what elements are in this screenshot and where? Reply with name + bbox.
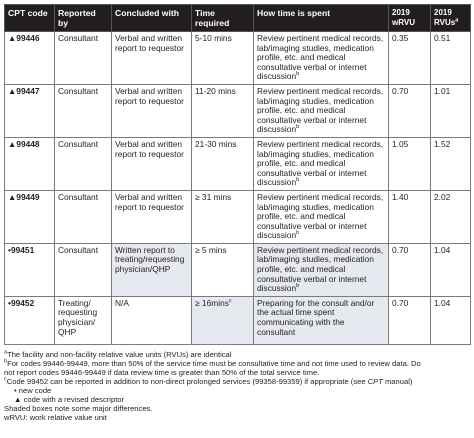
footnote-a: $^a$The facility and non-facility relative value units (RVUs) are identical bbox=[4, 349, 232, 359]
time-required-cell bbox=[192, 84, 254, 137]
header-concluded-with: Concluded with bbox=[112, 5, 192, 32]
rvus-cell bbox=[431, 243, 471, 296]
code-value: 99446 bbox=[16, 33, 40, 43]
wrvu-cell bbox=[389, 32, 431, 85]
how-time-spent-text: Review pertinent medical records, lab/imaging studies, medication profile, etc. and medical consultative verbal or internet discussion bbox=[257, 33, 384, 82]
how-time-spent-text: Review pertinent medical records, lab/imaging studies, medication profile, etc. and medical consultative verbal or internet discussion bbox=[257, 138, 384, 188]
reported-by-cell bbox=[55, 32, 112, 85]
code-value: 99449 bbox=[16, 191, 40, 202]
footnote-marker: b bbox=[296, 71, 300, 78]
cpt-code-cell bbox=[5, 296, 55, 344]
reported-by-cell bbox=[55, 190, 112, 243]
legend-shaded: Shaded boxes note some major differences. bbox=[4, 403, 153, 413]
concluded-with-cell bbox=[112, 32, 192, 85]
table-row bbox=[5, 190, 471, 243]
concluded-with-text: Verbal and written report to requestor bbox=[115, 138, 184, 159]
how-time-spent-cell bbox=[254, 32, 389, 85]
rvus-cell bbox=[431, 137, 471, 190]
reported-by-text: Consultant bbox=[58, 191, 99, 202]
footnote-marker: b bbox=[296, 230, 300, 237]
cpt-code-cell bbox=[5, 243, 55, 296]
how-time-spent-text: Review pertinent medical records, lab/imaging studies, medication profile, etc. and medical consultative verbal or internet discussion bbox=[257, 85, 384, 135]
rvus-text: 1.04 bbox=[434, 244, 451, 255]
code-value: 99451 bbox=[10, 244, 35, 255]
rvus-cell bbox=[431, 296, 471, 344]
cpt-code-cell bbox=[5, 32, 55, 85]
footnote-marker: b bbox=[296, 283, 300, 290]
legend-wrvu: wRVU: work relative value unit bbox=[4, 412, 107, 422]
code-marker: • bbox=[8, 244, 11, 255]
time-required-cell bbox=[192, 32, 254, 85]
legend-revised-code: ▲ code with a revised descriptor bbox=[14, 394, 125, 404]
wrvu-cell bbox=[389, 84, 431, 137]
table-header-row bbox=[5, 5, 471, 32]
wrvu-text: 0.70 bbox=[392, 244, 409, 255]
reported-by-cell bbox=[55, 296, 112, 344]
header-cpt-code: CPT code bbox=[5, 5, 55, 32]
cpt-codes-table bbox=[4, 4, 471, 345]
how-time-spent-text: Review pertinent medical records, lab/imaging studies, medication profile, etc. and medical consultative verbal or internet discussion bbox=[257, 244, 384, 294]
concluded-with-cell bbox=[112, 243, 192, 296]
reported-by-text: Treating/ requesting physician/ QHP bbox=[58, 297, 98, 337]
wrvu-text: 0.35 bbox=[392, 33, 409, 43]
reported-by-text: Consultant bbox=[58, 138, 99, 149]
footnote-marker: c bbox=[228, 298, 232, 305]
rvus-text: 2.02 bbox=[434, 191, 451, 202]
footnote-b: $^b$For codes 99446-99449, more than 50% of the service time must be consultative time and not time used to review data. Do bbox=[4, 358, 421, 368]
how-time-spent-cell bbox=[254, 296, 389, 344]
table-row bbox=[5, 296, 471, 344]
reported-by-cell bbox=[55, 84, 112, 137]
how-time-spent-text: Preparing for the consult and/or the actual time spent communicating with the consultant bbox=[257, 297, 375, 337]
header-rvus: 2019 RVUs$^a$ bbox=[431, 5, 471, 32]
reported-by-text: Consultant bbox=[58, 33, 99, 43]
header-reported-by: Reported by bbox=[55, 5, 112, 32]
time-required-text: ≥ 5 mins bbox=[195, 244, 227, 255]
reported-by-text: Consultant bbox=[58, 244, 99, 255]
table-row bbox=[5, 32, 471, 85]
cpt-code-cell bbox=[5, 84, 55, 137]
wrvu-text: 1.05 bbox=[392, 138, 409, 149]
time-required-text: 11-20 mins bbox=[195, 85, 236, 96]
concluded-with-cell bbox=[112, 137, 192, 190]
wrvu-cell bbox=[389, 296, 431, 344]
concluded-with-text: Verbal and written report to requestor bbox=[115, 85, 184, 106]
header-time-required: Time required bbox=[192, 5, 254, 32]
concluded-with-text: Written report to treating/requesting physician/QHP bbox=[115, 244, 185, 275]
how-time-spent-cell bbox=[254, 190, 389, 243]
header-how-time-spent: How time is spent bbox=[254, 5, 389, 32]
reported-by-cell bbox=[55, 137, 112, 190]
legend-new-code: • new code bbox=[14, 385, 52, 395]
concluded-with-cell bbox=[112, 296, 192, 344]
wrvu-cell bbox=[389, 137, 431, 190]
rvus-text: 1.01 bbox=[434, 85, 451, 96]
how-time-spent-cell bbox=[254, 243, 389, 296]
how-time-spent-text: Review pertinent medical records, lab/imaging studies, medication profile, etc. and medical consultative verbal or internet discussion bbox=[257, 191, 384, 241]
footnote-b-cont: not report codes 99446-99449 if data review time is greater than 50% of the total service time. bbox=[4, 367, 320, 377]
rvus-text: 1.04 bbox=[434, 297, 451, 308]
time-required-text: 21-30 mins bbox=[195, 138, 237, 149]
wrvu-text: 1.40 bbox=[392, 191, 409, 202]
code-marker: ▲ bbox=[8, 33, 17, 43]
rvus-cell bbox=[431, 32, 471, 85]
cpt-table-figure bbox=[4, 4, 470, 422]
footnote-marker: b bbox=[296, 124, 300, 131]
footnote-marker: b bbox=[296, 177, 300, 184]
how-time-spent-cell bbox=[254, 137, 389, 190]
time-required-cell bbox=[192, 296, 254, 344]
code-marker: ▲ bbox=[8, 138, 17, 149]
reported-by-text: Consultant bbox=[58, 85, 99, 96]
code-value: 99447 bbox=[16, 85, 40, 96]
wrvu-cell bbox=[389, 190, 431, 243]
code-value: 99448 bbox=[16, 138, 40, 149]
wrvu-text: 0.70 bbox=[392, 297, 409, 308]
code-marker: • bbox=[8, 297, 11, 308]
concluded-with-text: N/A bbox=[115, 297, 129, 308]
code-marker: ▲ bbox=[8, 85, 17, 96]
concluded-with-text: Verbal and written report to requestor bbox=[115, 33, 184, 53]
footnote-c: $^c$Code 99452 can be reported in addition to non-direct prolonged services (99358-99359) if appropriate (see CPT manual) bbox=[4, 376, 413, 386]
code-marker: ▲ bbox=[8, 191, 17, 202]
table-row bbox=[5, 243, 471, 296]
rvus-text: 1.52 bbox=[434, 138, 451, 149]
how-time-spent-cell bbox=[254, 84, 389, 137]
table-row bbox=[5, 137, 471, 190]
wrvu-text: 0.70 bbox=[392, 85, 409, 96]
reported-by-cell bbox=[55, 243, 112, 296]
rvus-cell bbox=[431, 84, 471, 137]
footnotes bbox=[4, 350, 470, 422]
time-required-text: 5-10 mins bbox=[195, 33, 232, 43]
rvus-cell bbox=[431, 190, 471, 243]
cpt-code-cell bbox=[5, 137, 55, 190]
time-required-cell bbox=[192, 190, 254, 243]
time-required-text: ≥ 16mins bbox=[195, 297, 229, 308]
cpt-code-cell bbox=[5, 190, 55, 243]
concluded-with-text: Verbal and written report to requestor bbox=[115, 191, 184, 212]
table-row bbox=[5, 84, 471, 137]
time-required-text: ≥ 31 mins bbox=[195, 191, 232, 202]
concluded-with-cell bbox=[112, 84, 192, 137]
rvus-text: 0.51 bbox=[434, 33, 451, 43]
wrvu-cell bbox=[389, 243, 431, 296]
concluded-with-cell bbox=[112, 190, 192, 243]
code-value: 99452 bbox=[10, 297, 35, 308]
time-required-cell bbox=[192, 137, 254, 190]
time-required-cell bbox=[192, 243, 254, 296]
header-wrvu: 2019 wRVU bbox=[389, 5, 431, 32]
